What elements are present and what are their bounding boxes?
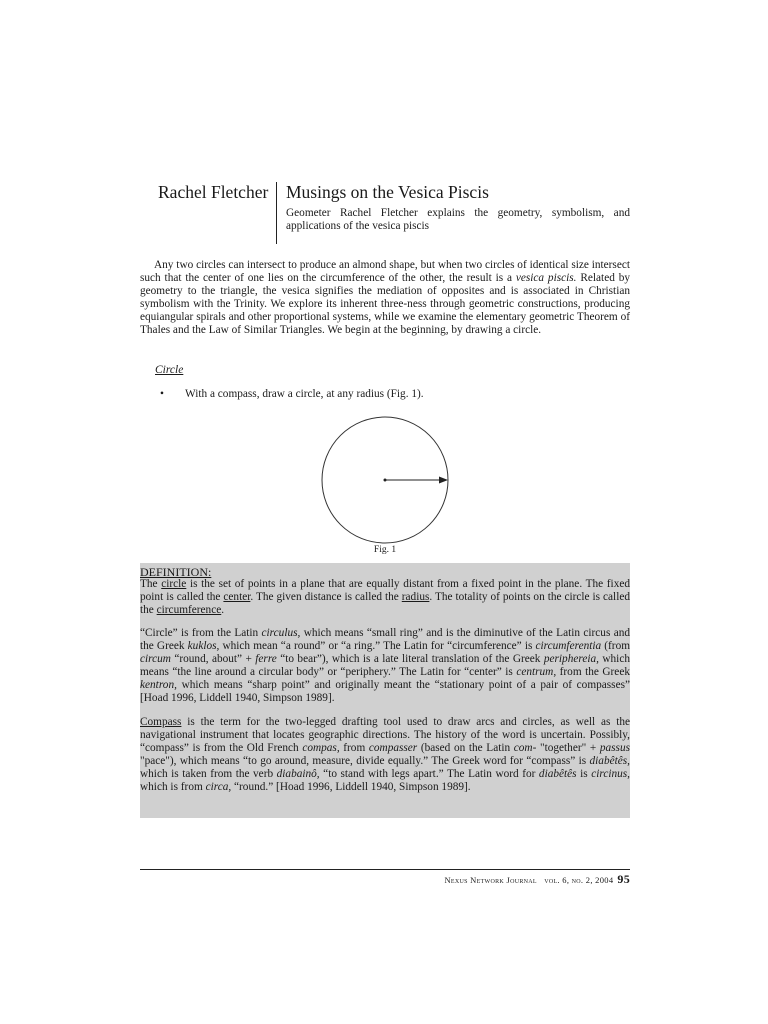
term-passus: passus	[599, 742, 630, 754]
def-text: (from	[601, 640, 631, 652]
term-diabetes: diabêtês,	[589, 755, 630, 767]
def-text: . The totality of points on the circle is called the	[140, 591, 630, 616]
intro-text-2: Related by geometry to the triangle, the vesica signifies the mediation of opposites and is associated in Christian symbolism with the Trinity. We explore its inherent three-ness through geometric constructions, producing equiangular spirals and other proportional systems, while we examine the elementary geometric Theorem of Thales and the Law of Similar Triangles. We begin at the beginning, by drawing a circle.	[140, 272, 631, 336]
term-circumferentia: circumferentia	[535, 640, 602, 652]
term-circumference: circumference	[156, 604, 222, 616]
def-text: "together" +	[536, 742, 600, 754]
term-ferre: ferre	[255, 653, 277, 665]
journal-volume: vol. 6, no. 2, 2004	[544, 875, 614, 885]
def-text: “to stand with legs apart.” The Latin word for	[319, 768, 539, 780]
header-divider	[276, 182, 277, 244]
article-header	[140, 180, 630, 244]
term-diabaino: diabainô,	[276, 768, 320, 780]
definition-paragraph-2	[140, 627, 630, 705]
def-text: which means “the line around a circular body” or “periphery.” The Latin for “center” is	[140, 653, 630, 678]
intro-term-vesica: vesica piscis.	[515, 272, 577, 284]
def-text: "pace"), which means “to go around, measure, divide equally.” The Greek word for “compass” is	[140, 755, 590, 767]
radius-arrowhead	[439, 477, 448, 484]
term-compasser: compasser	[368, 742, 418, 754]
term-compas: compas,	[302, 742, 340, 754]
def-text: “round.” [Hoad 1996, Liddell 1940, Simpson 1989].	[231, 781, 471, 793]
term-diabetes: diabêtês	[538, 768, 577, 780]
def-text: “round, about” +	[170, 653, 256, 665]
def-text: .	[221, 604, 225, 616]
intro-paragraph	[140, 259, 630, 337]
article-title: Musings on the Vesica Piscis	[286, 182, 489, 202]
def-text: from	[339, 742, 369, 754]
circle-diagram	[300, 408, 470, 558]
definition-paragraph-1	[140, 578, 630, 617]
def-text: which mean “a round” or “a ring.” The Latin for “circumference” is	[219, 640, 536, 652]
article-subtitle: Geometer Rachel Fletcher explains the geometry, symbolism, and applications of the vesica piscis	[286, 207, 630, 232]
journal-name: Nexus Network Journal	[444, 875, 537, 885]
intro-text-1: Any two circles can intersect to produce an almond shape, but when two circles of identical size intersect such that the center of one lies on the circumference of the other, the result is a	[140, 259, 630, 284]
term-centrum: centrum,	[516, 666, 557, 678]
def-text: which is from	[140, 781, 206, 793]
page-footer	[140, 872, 630, 887]
def-text: “to bear”), which is a late literal translation of the Greek	[276, 653, 544, 665]
def-text: is the term for the two-legged drafting tool used to draw arcs and circles, as well as the navigational instrument that locates geographic directions. The history of the word is uncertain. Possibly, “compass” is from the Old French	[140, 716, 630, 754]
term-circa: circa,	[205, 781, 232, 793]
definition-box	[140, 563, 630, 818]
term-center: center	[223, 591, 251, 603]
def-text: from the Greek	[556, 666, 630, 678]
term-periphereia: periphereia,	[543, 653, 599, 665]
def-text: is the set of points in a plane that are equally distant from a fixed point in the plane. The fixed point is called the	[140, 578, 631, 603]
author-name: Rachel Fletcher	[158, 182, 269, 202]
def-text: The	[140, 578, 162, 590]
bullet-text: With a compass, draw a circle, at any radius (Fig. 1).	[185, 388, 424, 400]
term-compass: Compass	[140, 716, 182, 728]
def-text: is	[576, 768, 592, 780]
term-circum: circum	[140, 653, 171, 665]
term-radius: radius	[401, 591, 430, 603]
term-circle: circle	[161, 578, 187, 590]
def-text: which means “sharp point” and originally meant the “stationary point of a pair of compasses” [Hoad 1996, Liddell 1940, Simpson 1989].	[140, 679, 630, 704]
term-circulus: circulus,	[261, 627, 301, 639]
def-text: which means “small ring” and is the diminutive of the Latin circus and the Greek	[140, 627, 630, 652]
term-kuklos: kuklos,	[187, 640, 220, 652]
term-kentron: kentron,	[140, 679, 177, 691]
def-text: which is taken from the verb	[140, 768, 277, 780]
figure-1-circle	[300, 408, 470, 558]
def-text: (based on the Latin	[417, 742, 514, 754]
footer-rule	[140, 869, 630, 870]
definition-paragraph-3	[140, 716, 630, 794]
definition-heading: DEFINITION:	[140, 565, 212, 579]
bullet-icon: •	[160, 388, 164, 400]
def-text: “Circle” is from the Latin	[140, 627, 262, 639]
figure-caption: Fig. 1	[373, 545, 397, 555]
term-com: com-	[513, 742, 537, 754]
term-circinus: circinus,	[591, 768, 630, 780]
page-number: 95	[617, 872, 630, 886]
section-heading-circle: Circle	[155, 364, 184, 376]
def-text: . The given distance is called the	[250, 591, 402, 603]
